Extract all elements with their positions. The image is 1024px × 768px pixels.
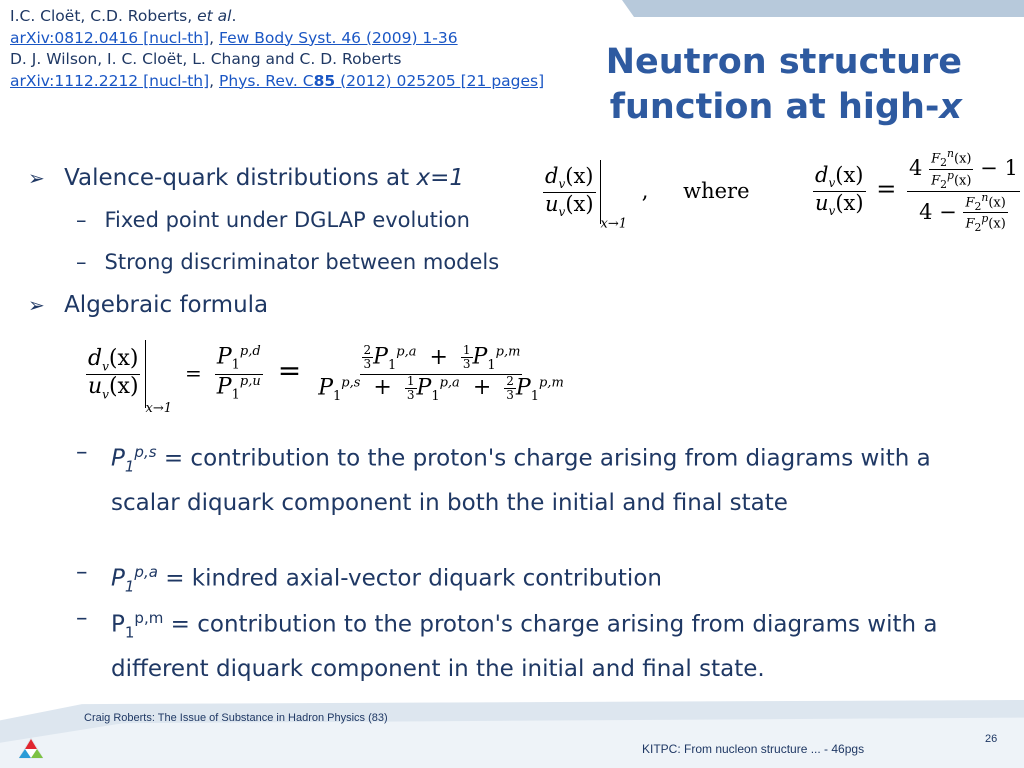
limit-ratio-formula: $\frac{d_v(x)}{u_v(x)}$ $_{x\to 1}$ , where (543, 160, 750, 232)
arxiv-link-1[interactable]: arXiv:0812.0416 [nucl-th] (10, 28, 210, 47)
journal-link-1[interactable]: Few Body Syst. 46 (2009) 1-36 (219, 28, 458, 47)
footer-talk-title: KITPC: From nucleon structure ... - 46pgs (642, 742, 865, 756)
subbullet-discriminator: – Strong discriminator between models (76, 250, 500, 274)
journal-link-2[interactable]: Phys. Rev. C85 (2012) 025205 [21 pages] (219, 71, 545, 90)
bullet-algebraic-formula: ➢ Algebraic formula (28, 292, 269, 318)
arrow-bullet-icon: ➢ (28, 166, 45, 190)
references-block (10, 6, 544, 92)
header-decoration-band (622, 0, 1024, 17)
reference-line-1: I.C. Cloët, C.D. Roberts, et al. (10, 7, 237, 25)
slide-title: Neutron structure function at high-x (605, 42, 962, 127)
algebraic-formula: $\frac{d_v(x)}{u_v(x)}$ $_{x\to 1}$ = $\frac{P_1^{p,d}}{P_1^{p,u}}$ = $\frac{2}{3}$ $P_1^{p,a}$ + $\frac{1}{3}$ $P_1^{p,m}$ $P_1^{p,s}$ + $\frac{1}{3}$ $P_1^{p,a}$ + $\frac{2}{3}$ $P_1^{p,m}$ (86, 340, 566, 416)
argonne-logo-icon (18, 737, 44, 759)
subbullet-pm-definition: – $P_1^{p,m}$ = contribution to the proton's charge arising from diagrams with a different diquark component in the initial and final state. (76, 605, 938, 683)
where-label: where (683, 178, 750, 203)
page-number: 26 (985, 733, 998, 745)
subbullet-fixed-point: – Fixed point under DGLAP evolution (76, 208, 470, 232)
footer-credit: Craig Roberts: The Issue of Substance in Hadron Physics (83) (84, 712, 388, 724)
subbullet-pa-definition: – $P_1^{p,a}$ = kindred axial-vector diquark contribution (76, 559, 662, 596)
arrow-bullet-icon: ➢ (28, 293, 45, 317)
neutron-proton-ratio-formula: $\frac{d_v(x)}{u_v(x)}$ = 4 $\frac{F_2^n(x)}{F_2^p(x)}$ − 1 4 − $\frac{F_2^n(x)}{F_2^p(x)}$ (815, 147, 1018, 235)
arxiv-link-2[interactable]: arXiv:1112.2212 [nucl-th] (10, 71, 210, 90)
reference-line-2: arXiv:0812.0416 [nucl-th], Few Body Syst. 46 (2009) 1-36 (10, 28, 458, 47)
subbullet-ps-definition: – $P_1^{p,s}$ = contribution to the proton's charge arising from diagrams with a scalar diquark component in both the initial and final state (76, 439, 931, 517)
reference-line-3: D. J. Wilson, I. C. Cloët, L. Chang and C. D. Roberts (10, 50, 402, 68)
bullet-valence-quark: ➢ Valence-quark distributions at x=1 (28, 165, 465, 191)
reference-line-4: arXiv:1112.2212 [nucl-th], Phys. Rev. C85 (2012) 025205 [21 pages] (10, 71, 545, 90)
